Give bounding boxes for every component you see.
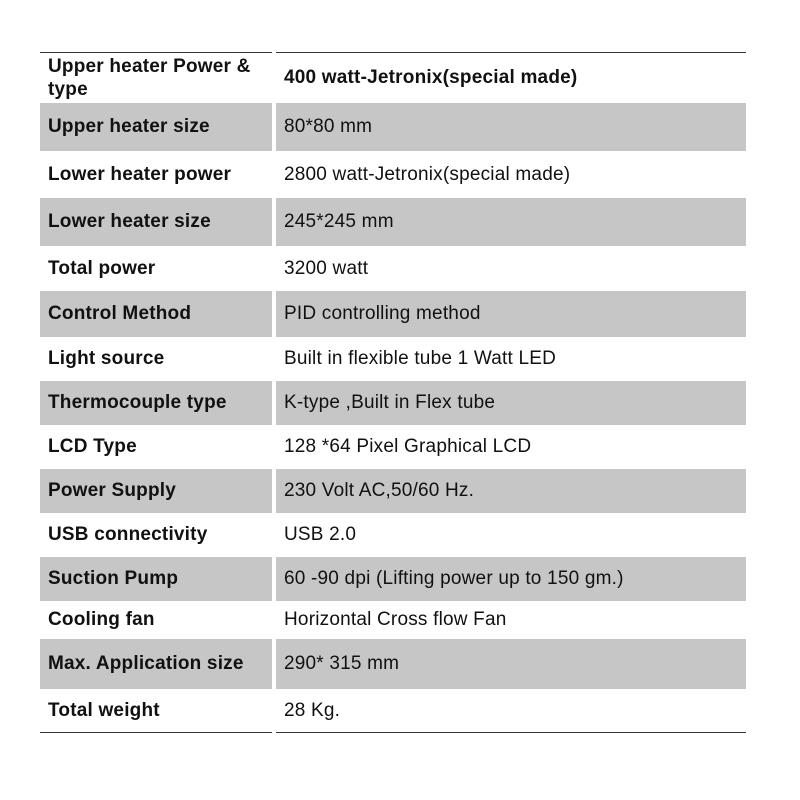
table-row [40, 151, 746, 198]
table-row [40, 601, 746, 639]
table-row [40, 513, 746, 557]
table-row [40, 103, 746, 151]
spec-label: Cooling fan [40, 601, 274, 639]
spec-label: Light source [40, 337, 274, 381]
spec-label: Total power [40, 246, 274, 291]
table-row [40, 337, 746, 381]
spec-value: 60 -90 dpi (Lifting power up to 150 gm.) [274, 557, 746, 601]
table-row [40, 246, 746, 291]
spec-value: 290* 315 mm [274, 639, 746, 689]
spec-label: Control Method [40, 291, 274, 337]
spec-label: Thermocouple type [40, 381, 274, 425]
spec-label: Power Supply [40, 469, 274, 513]
spec-value: Built in flexible tube 1 Watt LED [284, 348, 557, 369]
spec-label: Upper heater Power & type [40, 53, 274, 103]
spec-label: Suction Pump [40, 557, 274, 601]
table-row [40, 689, 746, 733]
spec-value: K-type ,Built in Flex tube [274, 381, 746, 425]
table-row [40, 381, 746, 425]
spec-label: Upper heater size [40, 103, 274, 151]
spec-value: 230 Volt AC,50/60 Hz. [274, 469, 746, 513]
spec-value: Horizontal Cross flow Fan [284, 609, 507, 630]
spec-value: 400 watt-Jetronix(special made) [284, 67, 578, 89]
spec-label: Max. Application size [40, 639, 274, 689]
table-row [40, 639, 746, 689]
spec-label: USB connectivity [40, 513, 274, 557]
spec-value: 28 Kg. [284, 699, 341, 721]
table-row [40, 53, 746, 103]
table-row [40, 198, 746, 246]
spec-label: Lower heater power [40, 151, 274, 198]
spec-label: Total weight [40, 689, 274, 733]
spec-value: 128 *64 Pixel Graphical LCD [284, 436, 532, 457]
table-row [40, 469, 746, 513]
specifications-table [40, 52, 746, 733]
spec-label: LCD Type [40, 425, 274, 469]
spec-value: USB 2.0 [284, 524, 357, 545]
table-row [40, 291, 746, 337]
spec-value: 80*80 mm [274, 103, 746, 151]
spec-value: 245*245 mm [274, 198, 746, 246]
table-row [40, 557, 746, 601]
table-row [40, 425, 746, 469]
spec-value: 2800 watt-Jetronix(special made) [284, 163, 571, 185]
spec-value: 3200 watt [284, 257, 369, 279]
spec-label: Lower heater size [40, 198, 274, 246]
spec-value: PID controlling method [274, 291, 746, 337]
